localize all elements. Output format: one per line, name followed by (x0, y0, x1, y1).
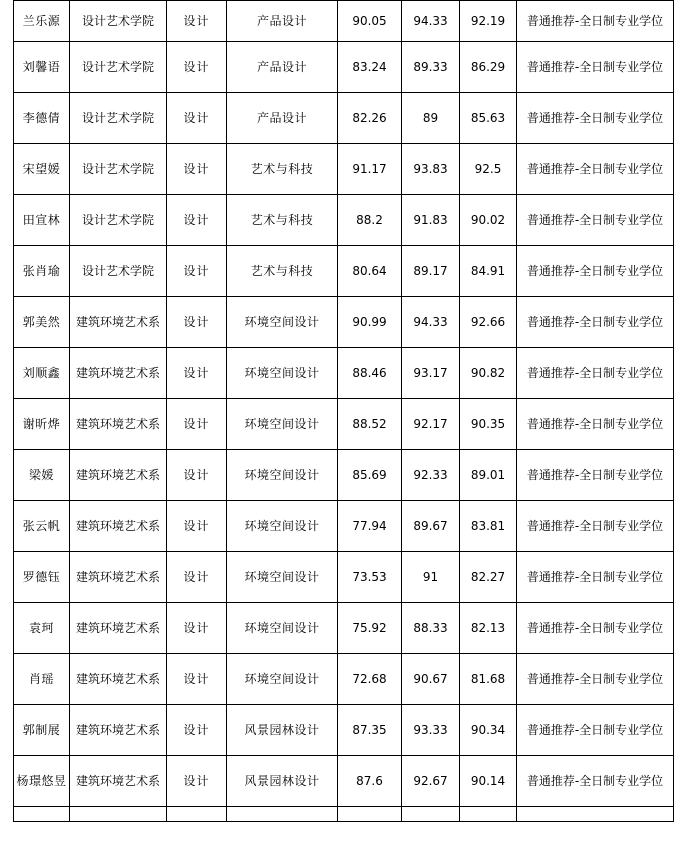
cell-score-2: 89.33 (402, 42, 460, 93)
cell-name: 郭制展 (14, 705, 70, 756)
recommendation-table (13, 0, 674, 822)
cell-score-1 (338, 807, 402, 822)
cell-dept: 设计艺术学院 (70, 195, 167, 246)
cell-major: 产品设计 (227, 1, 338, 42)
cell-score-1: 90.99 (338, 297, 402, 348)
cell-category: 设计 (167, 144, 227, 195)
cell-remark: 普通推荐-全日制专业学位 (517, 1, 674, 42)
cell-dept (70, 807, 167, 822)
table-row (14, 297, 674, 348)
cell-major: 环境空间设计 (227, 501, 338, 552)
table-row (14, 756, 674, 807)
cell-score-2: 94.33 (402, 1, 460, 42)
cell-major: 风景园林设计 (227, 756, 338, 807)
cell-score-2 (402, 807, 460, 822)
cell-dept: 建筑环境艺术系 (70, 705, 167, 756)
cell-score-2: 90.67 (402, 654, 460, 705)
cell-name: 兰乐源 (14, 1, 70, 42)
cell-dept: 建筑环境艺术系 (70, 552, 167, 603)
cell-remark: 普通推荐-全日制专业学位 (517, 399, 674, 450)
cell-score-3: 90.02 (460, 195, 517, 246)
cell-score-3: 82.13 (460, 603, 517, 654)
cell-category: 设计 (167, 705, 227, 756)
table-row (14, 348, 674, 399)
cell-name: 郭美然 (14, 297, 70, 348)
table-row (14, 195, 674, 246)
cell-major: 艺术与科技 (227, 195, 338, 246)
cell-dept: 建筑环境艺术系 (70, 399, 167, 450)
cell-score-2: 94.33 (402, 297, 460, 348)
cell-score-3: 90.82 (460, 348, 517, 399)
cell-remark: 普通推荐-全日制专业学位 (517, 654, 674, 705)
cell-major: 风景园林设计 (227, 705, 338, 756)
cell-name: 梁媛 (14, 450, 70, 501)
cell-major: 环境空间设计 (227, 552, 338, 603)
cell-score-2: 89.17 (402, 246, 460, 297)
cell-category (167, 807, 227, 822)
cell-remark: 普通推荐-全日制专业学位 (517, 501, 674, 552)
cell-score-2: 93.33 (402, 705, 460, 756)
cell-remark: 普通推荐-全日制专业学位 (517, 297, 674, 348)
cell-remark (517, 807, 674, 822)
cell-dept: 设计艺术学院 (70, 42, 167, 93)
table-row (14, 654, 674, 705)
cell-score-2: 91 (402, 552, 460, 603)
table-body (14, 1, 674, 822)
cell-score-1: 88.52 (338, 399, 402, 450)
cell-name (14, 807, 70, 822)
cell-score-1: 82.26 (338, 93, 402, 144)
cell-score-1: 91.17 (338, 144, 402, 195)
cell-score-3: 92.66 (460, 297, 517, 348)
cell-category: 设计 (167, 246, 227, 297)
cell-dept: 设计艺术学院 (70, 1, 167, 42)
cell-category: 设计 (167, 756, 227, 807)
cell-score-1: 75.92 (338, 603, 402, 654)
cell-name: 张肖瑜 (14, 246, 70, 297)
cell-category: 设计 (167, 42, 227, 93)
cell-remark: 普通推荐-全日制专业学位 (517, 705, 674, 756)
cell-name: 刘馨语 (14, 42, 70, 93)
cell-name: 罗德钰 (14, 552, 70, 603)
table-row (14, 144, 674, 195)
cell-dept: 设计艺术学院 (70, 144, 167, 195)
cell-major: 艺术与科技 (227, 246, 338, 297)
cell-name: 李德倩 (14, 93, 70, 144)
cell-score-3: 85.63 (460, 93, 517, 144)
cell-remark: 普通推荐-全日制专业学位 (517, 93, 674, 144)
cell-major: 产品设计 (227, 93, 338, 144)
cell-name: 袁珂 (14, 603, 70, 654)
cell-name: 肖瑶 (14, 654, 70, 705)
cell-score-1: 72.68 (338, 654, 402, 705)
cell-score-2: 92.17 (402, 399, 460, 450)
cell-score-2: 88.33 (402, 603, 460, 654)
cell-score-3: 81.68 (460, 654, 517, 705)
cell-name: 谢昕烨 (14, 399, 70, 450)
cell-major: 环境空间设计 (227, 654, 338, 705)
cell-score-3: 89.01 (460, 450, 517, 501)
cell-score-3: 90.14 (460, 756, 517, 807)
cell-category: 设计 (167, 399, 227, 450)
cell-category: 设计 (167, 195, 227, 246)
cell-category: 设计 (167, 552, 227, 603)
cell-score-1: 73.53 (338, 552, 402, 603)
table-row-partial (14, 807, 674, 822)
cell-dept: 建筑环境艺术系 (70, 450, 167, 501)
cell-major: 艺术与科技 (227, 144, 338, 195)
cell-score-3: 92.19 (460, 1, 517, 42)
cell-dept: 设计艺术学院 (70, 246, 167, 297)
cell-score-2: 93.83 (402, 144, 460, 195)
cell-major: 产品设计 (227, 42, 338, 93)
cell-remark: 普通推荐-全日制专业学位 (517, 756, 674, 807)
cell-major: 环境空间设计 (227, 399, 338, 450)
cell-remark: 普通推荐-全日制专业学位 (517, 42, 674, 93)
cell-category: 设计 (167, 1, 227, 42)
cell-score-3: 90.35 (460, 399, 517, 450)
cell-major: 环境空间设计 (227, 603, 338, 654)
cell-major: 环境空间设计 (227, 348, 338, 399)
table-row (14, 501, 674, 552)
cell-score-1: 80.64 (338, 246, 402, 297)
cell-score-2: 92.67 (402, 756, 460, 807)
cell-dept: 建筑环境艺术系 (70, 297, 167, 348)
cell-name: 刘顺鑫 (14, 348, 70, 399)
cell-remark: 普通推荐-全日制专业学位 (517, 348, 674, 399)
table-row (14, 399, 674, 450)
cell-score-1: 77.94 (338, 501, 402, 552)
cell-remark: 普通推荐-全日制专业学位 (517, 603, 674, 654)
cell-score-1: 88.2 (338, 195, 402, 246)
cell-score-3: 83.81 (460, 501, 517, 552)
cell-score-3: 90.34 (460, 705, 517, 756)
cell-score-2: 89 (402, 93, 460, 144)
table-row (14, 603, 674, 654)
cell-category: 设计 (167, 654, 227, 705)
cell-remark: 普通推荐-全日制专业学位 (517, 552, 674, 603)
cell-score-1: 83.24 (338, 42, 402, 93)
cell-score-3: 84.91 (460, 246, 517, 297)
table-row (14, 246, 674, 297)
cell-name: 宋望媛 (14, 144, 70, 195)
cell-score-3: 82.27 (460, 552, 517, 603)
table-row (14, 93, 674, 144)
cell-score-3: 86.29 (460, 42, 517, 93)
cell-score-2: 89.67 (402, 501, 460, 552)
cell-dept: 建筑环境艺术系 (70, 756, 167, 807)
cell-dept: 建筑环境艺术系 (70, 348, 167, 399)
cell-score-3 (460, 807, 517, 822)
cell-category: 设计 (167, 348, 227, 399)
table-row (14, 450, 674, 501)
cell-dept: 建筑环境艺术系 (70, 654, 167, 705)
cell-category: 设计 (167, 501, 227, 552)
cell-score-1: 87.6 (338, 756, 402, 807)
cell-remark: 普通推荐-全日制专业学位 (517, 246, 674, 297)
cell-dept: 设计艺术学院 (70, 93, 167, 144)
cell-dept: 建筑环境艺术系 (70, 603, 167, 654)
cell-major: 环境空间设计 (227, 297, 338, 348)
cell-name: 杨璟悠昱 (14, 756, 70, 807)
cell-name: 田宣林 (14, 195, 70, 246)
cell-score-2: 92.33 (402, 450, 460, 501)
table-row (14, 1, 674, 42)
cell-dept: 建筑环境艺术系 (70, 501, 167, 552)
cell-score-3: 92.5 (460, 144, 517, 195)
cell-score-1: 85.69 (338, 450, 402, 501)
cell-score-1: 87.35 (338, 705, 402, 756)
cell-score-2: 91.83 (402, 195, 460, 246)
cell-category: 设计 (167, 297, 227, 348)
cell-major: 环境空间设计 (227, 450, 338, 501)
table-row (14, 552, 674, 603)
cell-score-1: 88.46 (338, 348, 402, 399)
cell-score-1: 90.05 (338, 1, 402, 42)
cell-category: 设计 (167, 93, 227, 144)
cell-remark: 普通推荐-全日制专业学位 (517, 450, 674, 501)
cell-category: 设计 (167, 603, 227, 654)
cell-name: 张云帆 (14, 501, 70, 552)
table-row (14, 42, 674, 93)
cell-score-2: 93.17 (402, 348, 460, 399)
cell-remark: 普通推荐-全日制专业学位 (517, 195, 674, 246)
table-row (14, 705, 674, 756)
cell-remark: 普通推荐-全日制专业学位 (517, 144, 674, 195)
cell-major (227, 807, 338, 822)
cell-category: 设计 (167, 450, 227, 501)
